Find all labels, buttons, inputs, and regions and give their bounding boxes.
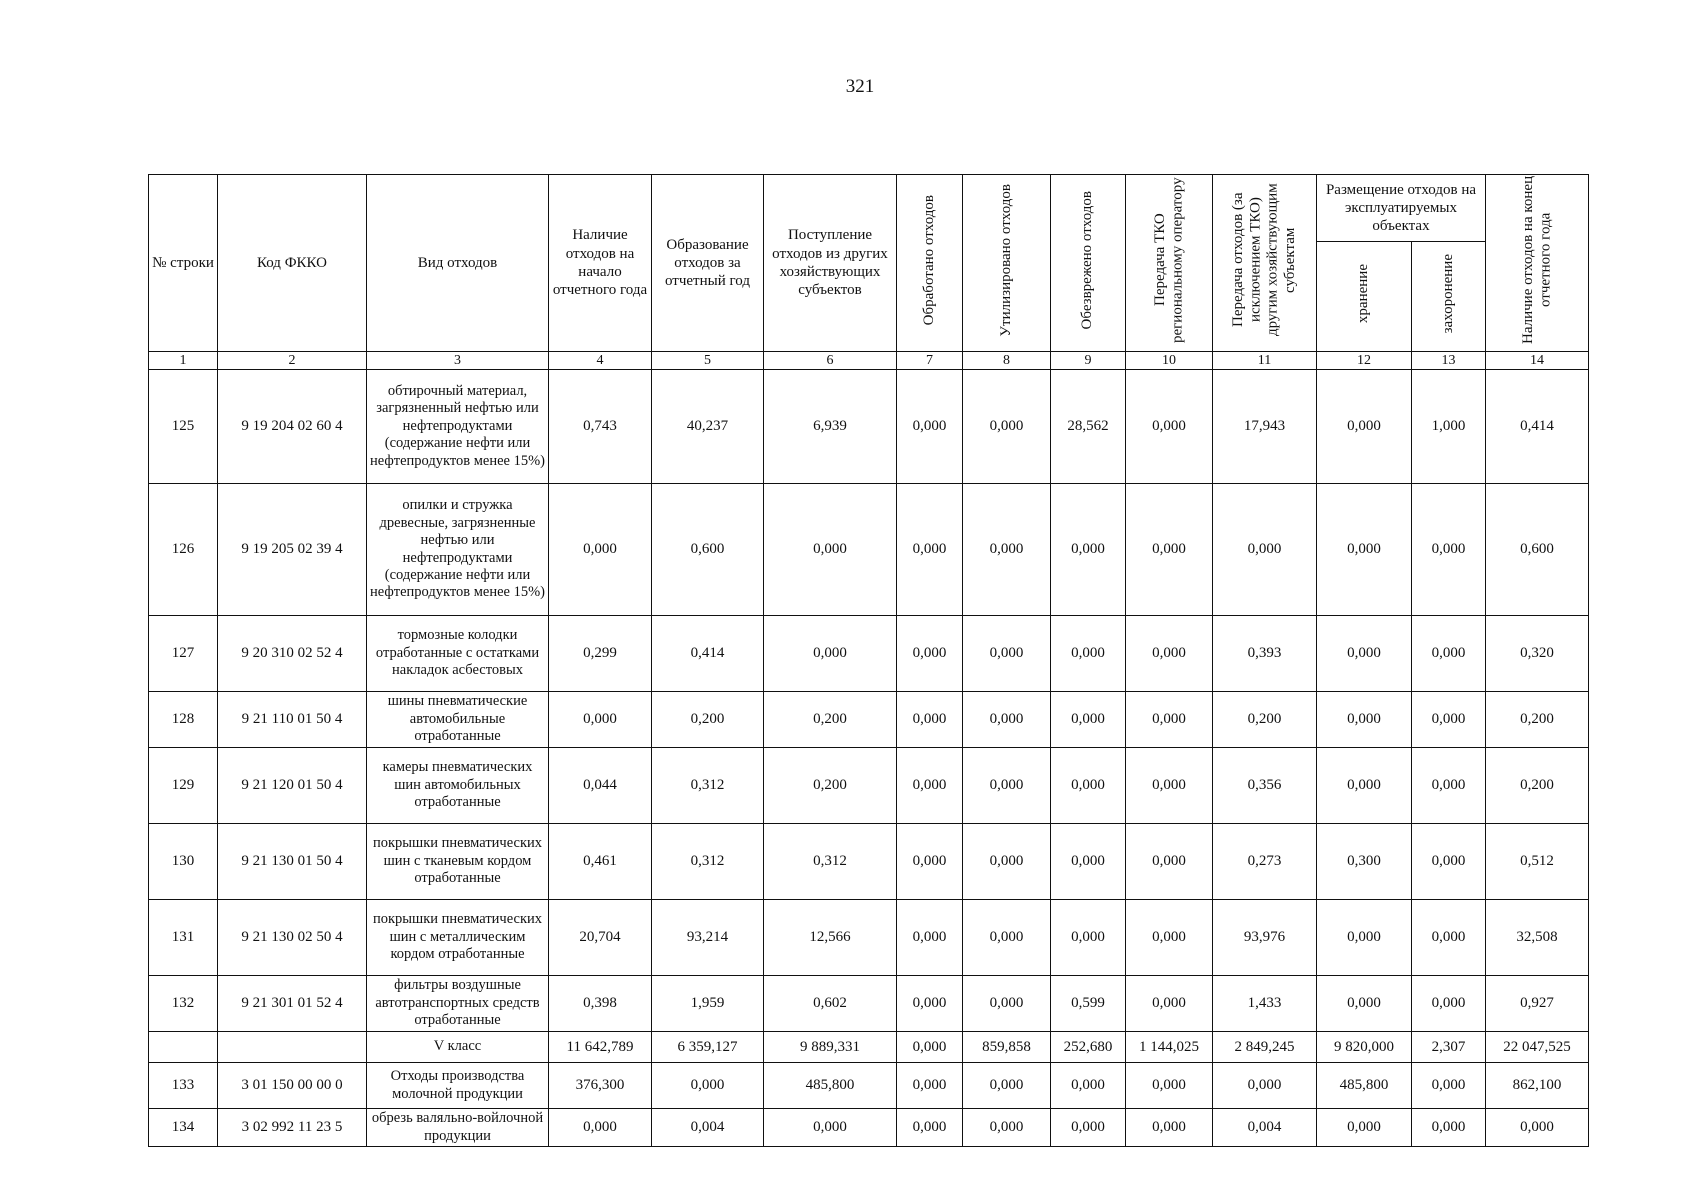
cell-fkko-code: 3 02 992 11 23 5 — [218, 1109, 367, 1147]
cell-generated: 0,414 — [652, 616, 764, 692]
cell-transfer-other: 17,943 — [1213, 370, 1317, 484]
cell-transfer-tko: 0,000 — [1126, 370, 1213, 484]
cell-row-no — [149, 1032, 218, 1063]
cell-end-balance: 0,927 — [1486, 976, 1589, 1032]
column-number: 8 — [963, 352, 1051, 370]
cell-transfer-other: 0,356 — [1213, 748, 1317, 824]
cell-processed: 0,000 — [897, 900, 963, 976]
cell-burial: 0,000 — [1412, 616, 1486, 692]
cell-utilized: 0,000 — [963, 616, 1051, 692]
cell-burial: 0,000 — [1412, 976, 1486, 1032]
waste-balance-table — [148, 174, 1589, 1147]
cell-storage: 485,800 — [1317, 1063, 1412, 1109]
cell-storage: 0,000 — [1317, 484, 1412, 616]
cell-start-balance: 376,300 — [549, 1063, 652, 1109]
cell-neutralized: 0,000 — [1051, 484, 1126, 616]
table-row — [149, 900, 1589, 976]
cell-generated: 0,312 — [652, 748, 764, 824]
table-row — [149, 824, 1589, 900]
cell-transfer-other: 0,200 — [1213, 692, 1317, 748]
cell-start-balance: 0,000 — [549, 692, 652, 748]
cell-storage: 0,000 — [1317, 976, 1412, 1032]
cell-transfer-tko: 0,000 — [1126, 1109, 1213, 1147]
header-fkko-code: Код ФККО — [218, 175, 367, 352]
cell-utilized: 0,000 — [963, 748, 1051, 824]
cell-transfer-tko: 1 144,025 — [1126, 1032, 1213, 1063]
cell-received: 485,800 — [764, 1063, 897, 1109]
cell-processed: 0,000 — [897, 616, 963, 692]
cell-neutralized: 0,000 — [1051, 900, 1126, 976]
column-number: 11 — [1213, 352, 1317, 370]
cell-generated: 1,959 — [652, 976, 764, 1032]
cell-utilized: 0,000 — [963, 692, 1051, 748]
cell-start-balance: 0,461 — [549, 824, 652, 900]
cell-received: 0,200 — [764, 692, 897, 748]
column-number: 6 — [764, 352, 897, 370]
cell-processed: 0,000 — [897, 370, 963, 484]
cell-burial: 0,000 — [1412, 1063, 1486, 1109]
cell-storage: 9 820,000 — [1317, 1032, 1412, 1063]
column-number: 2 — [218, 352, 367, 370]
cell-burial: 2,307 — [1412, 1032, 1486, 1063]
cell-generated: 93,214 — [652, 900, 764, 976]
cell-neutralized: 0,000 — [1051, 748, 1126, 824]
cell-end-balance: 0,320 — [1486, 616, 1589, 692]
cell-row-no: 131 — [149, 900, 218, 976]
cell-end-balance: 0,414 — [1486, 370, 1589, 484]
table-row — [149, 748, 1589, 824]
cell-neutralized: 0,000 — [1051, 1109, 1126, 1147]
cell-burial: 1,000 — [1412, 370, 1486, 484]
cell-start-balance: 0,743 — [549, 370, 652, 484]
table-row — [149, 692, 1589, 748]
cell-transfer-other: 1,433 — [1213, 976, 1317, 1032]
table-row — [149, 1032, 1589, 1063]
column-number: 14 — [1486, 352, 1589, 370]
header-generated: Образование отходов за отчетный год — [652, 175, 764, 352]
cell-waste-type: Отходы производства молочной продукции — [367, 1063, 549, 1109]
table-row — [149, 484, 1589, 616]
cell-received: 6,939 — [764, 370, 897, 484]
header-transfer-other: Передача отходов (за исключением ТКО) другим хозяйствующим субъектам — [1213, 175, 1317, 352]
cell-utilized: 0,000 — [963, 976, 1051, 1032]
cell-row-no: 130 — [149, 824, 218, 900]
cell-waste-type: V класс — [367, 1032, 549, 1063]
cell-neutralized: 252,680 — [1051, 1032, 1126, 1063]
cell-neutralized: 0,000 — [1051, 616, 1126, 692]
column-number: 10 — [1126, 352, 1213, 370]
cell-burial: 0,000 — [1412, 748, 1486, 824]
cell-generated: 40,237 — [652, 370, 764, 484]
cell-end-balance: 0,000 — [1486, 1109, 1589, 1147]
table-row — [149, 1063, 1589, 1109]
cell-storage: 0,000 — [1317, 370, 1412, 484]
cell-generated: 0,000 — [652, 1063, 764, 1109]
cell-neutralized: 28,562 — [1051, 370, 1126, 484]
cell-end-balance: 862,100 — [1486, 1063, 1589, 1109]
cell-transfer-tko: 0,000 — [1126, 900, 1213, 976]
header-received: Поступление отходов из других хозяйствующих субъектов — [764, 175, 897, 352]
column-number: 7 — [897, 352, 963, 370]
cell-start-balance: 0,000 — [549, 484, 652, 616]
header-start-balance: Наличие отходов на начало отчетного года — [549, 175, 652, 352]
cell-received: 0,000 — [764, 1109, 897, 1147]
cell-transfer-other: 0,393 — [1213, 616, 1317, 692]
header-storage: хранение — [1317, 242, 1412, 352]
cell-transfer-other: 0,004 — [1213, 1109, 1317, 1147]
header-transfer-tko: Передача ТКО региональному оператору — [1126, 175, 1213, 352]
cell-generated: 6 359,127 — [652, 1032, 764, 1063]
cell-neutralized: 0,000 — [1051, 1063, 1126, 1109]
cell-row-no: 134 — [149, 1109, 218, 1147]
column-number: 13 — [1412, 352, 1486, 370]
cell-transfer-tko: 0,000 — [1126, 484, 1213, 616]
header-processed: Обработано отходов — [897, 175, 963, 352]
column-number-row — [149, 352, 1589, 370]
cell-processed: 0,000 — [897, 824, 963, 900]
cell-waste-type: покрышки пневматических шин с металлическим кордом отработанные — [367, 900, 549, 976]
cell-start-balance: 0,044 — [549, 748, 652, 824]
cell-storage: 0,000 — [1317, 900, 1412, 976]
cell-burial: 0,000 — [1412, 692, 1486, 748]
table-row — [149, 1109, 1589, 1147]
cell-row-no: 126 — [149, 484, 218, 616]
cell-transfer-tko: 0,000 — [1126, 824, 1213, 900]
cell-fkko-code: 9 21 130 02 50 4 — [218, 900, 367, 976]
header-row — [149, 175, 1589, 242]
cell-waste-type: камеры пневматических шин автомобильных отработанные — [367, 748, 549, 824]
cell-transfer-tko: 0,000 — [1126, 976, 1213, 1032]
cell-waste-type: обтирочный материал, загрязненный нефтью или нефтепродуктами (содержание нефти или нефтепродуктов менее 15%) — [367, 370, 549, 484]
cell-generated: 0,312 — [652, 824, 764, 900]
cell-storage: 0,000 — [1317, 616, 1412, 692]
column-number: 9 — [1051, 352, 1126, 370]
cell-fkko-code: 3 01 150 00 00 0 — [218, 1063, 367, 1109]
cell-waste-type: тормозные колодки отработанные с остатками накладок асбестовых — [367, 616, 549, 692]
cell-neutralized: 0,599 — [1051, 976, 1126, 1032]
cell-transfer-tko: 0,000 — [1126, 692, 1213, 748]
header-burial: захоронение — [1412, 242, 1486, 352]
cell-waste-type: опилки и стружка древесные, загрязненные нефтью или нефтепродуктами (содержание нефти или нефтепродуктов менее 15%) — [367, 484, 549, 616]
cell-waste-type: фильтры воздушные автотранспортных средств отработанные — [367, 976, 549, 1032]
cell-waste-type: обрезь валяльно-войлочной продукции — [367, 1109, 549, 1147]
header-utilized: Утилизировано отходов — [963, 175, 1051, 352]
cell-row-no: 132 — [149, 976, 218, 1032]
table-row — [149, 616, 1589, 692]
column-number: 12 — [1317, 352, 1412, 370]
cell-burial: 0,000 — [1412, 824, 1486, 900]
cell-utilized: 0,000 — [963, 900, 1051, 976]
cell-received: 0,200 — [764, 748, 897, 824]
cell-received: 12,566 — [764, 900, 897, 976]
column-number: 4 — [549, 352, 652, 370]
cell-received: 0,602 — [764, 976, 897, 1032]
page-number: 321 — [845, 76, 875, 97]
cell-processed: 0,000 — [897, 976, 963, 1032]
cell-transfer-other: 0,273 — [1213, 824, 1317, 900]
cell-neutralized: 0,000 — [1051, 692, 1126, 748]
cell-fkko-code: 9 21 110 01 50 4 — [218, 692, 367, 748]
cell-processed: 0,000 — [897, 1032, 963, 1063]
cell-processed: 0,000 — [897, 692, 963, 748]
cell-row-no: 133 — [149, 1063, 218, 1109]
cell-processed: 0,000 — [897, 1063, 963, 1109]
table-row — [149, 370, 1589, 484]
cell-burial: 0,000 — [1412, 900, 1486, 976]
cell-transfer-other: 93,976 — [1213, 900, 1317, 976]
cell-row-no: 125 — [149, 370, 218, 484]
cell-generated: 0,004 — [652, 1109, 764, 1147]
cell-transfer-tko: 0,000 — [1126, 616, 1213, 692]
cell-fkko-code: 9 19 205 02 39 4 — [218, 484, 367, 616]
cell-processed: 0,000 — [897, 1109, 963, 1147]
cell-generated: 0,600 — [652, 484, 764, 616]
cell-row-no: 129 — [149, 748, 218, 824]
header-waste-type: Вид отходов — [367, 175, 549, 352]
cell-start-balance: 0,000 — [549, 1109, 652, 1147]
cell-storage: 0,300 — [1317, 824, 1412, 900]
column-number: 3 — [367, 352, 549, 370]
cell-generated: 0,200 — [652, 692, 764, 748]
cell-transfer-other: 0,000 — [1213, 484, 1317, 616]
cell-utilized: 0,000 — [963, 1063, 1051, 1109]
cell-storage: 0,000 — [1317, 692, 1412, 748]
cell-fkko-code: 9 19 204 02 60 4 — [218, 370, 367, 484]
header-placement: Размещение отходов на эксплуатируемых объектах — [1317, 175, 1486, 242]
cell-start-balance: 0,398 — [549, 976, 652, 1032]
cell-end-balance: 32,508 — [1486, 900, 1589, 976]
cell-utilized: 0,000 — [963, 1109, 1051, 1147]
cell-waste-type: покрышки пневматических шин с тканевым кордом отработанные — [367, 824, 549, 900]
cell-waste-type: шины пневматические автомобильные отработанные — [367, 692, 549, 748]
cell-storage: 0,000 — [1317, 748, 1412, 824]
cell-fkko-code: 9 21 120 01 50 4 — [218, 748, 367, 824]
column-number: 1 — [149, 352, 218, 370]
header-row-no: № строки — [149, 175, 218, 352]
header-neutralized: Обезврежено отходов — [1051, 175, 1126, 352]
cell-received: 0,312 — [764, 824, 897, 900]
cell-neutralized: 0,000 — [1051, 824, 1126, 900]
cell-transfer-tko: 0,000 — [1126, 1063, 1213, 1109]
cell-fkko-code — [218, 1032, 367, 1063]
column-number: 5 — [652, 352, 764, 370]
cell-fkko-code: 9 21 301 01 52 4 — [218, 976, 367, 1032]
cell-utilized: 0,000 — [963, 484, 1051, 616]
cell-utilized: 859,858 — [963, 1032, 1051, 1063]
cell-end-balance: 0,200 — [1486, 692, 1589, 748]
cell-utilized: 0,000 — [963, 370, 1051, 484]
cell-end-balance: 0,600 — [1486, 484, 1589, 616]
cell-row-no: 127 — [149, 616, 218, 692]
cell-received: 0,000 — [764, 484, 897, 616]
cell-start-balance: 11 642,789 — [549, 1032, 652, 1063]
cell-start-balance: 20,704 — [549, 900, 652, 976]
table-body — [149, 370, 1589, 1147]
cell-processed: 0,000 — [897, 748, 963, 824]
cell-transfer-tko: 0,000 — [1126, 748, 1213, 824]
cell-fkko-code: 9 21 130 01 50 4 — [218, 824, 367, 900]
cell-received: 0,000 — [764, 616, 897, 692]
cell-row-no: 128 — [149, 692, 218, 748]
header-end-balance: Наличие отходов на конец отчетного года — [1486, 175, 1589, 352]
cell-start-balance: 0,299 — [549, 616, 652, 692]
cell-storage: 0,000 — [1317, 1109, 1412, 1147]
cell-end-balance: 0,200 — [1486, 748, 1589, 824]
table-row — [149, 976, 1589, 1032]
cell-end-balance: 0,512 — [1486, 824, 1589, 900]
cell-processed: 0,000 — [897, 484, 963, 616]
cell-burial: 0,000 — [1412, 1109, 1486, 1147]
cell-burial: 0,000 — [1412, 484, 1486, 616]
cell-transfer-other: 0,000 — [1213, 1063, 1317, 1109]
cell-transfer-other: 2 849,245 — [1213, 1032, 1317, 1063]
cell-utilized: 0,000 — [963, 824, 1051, 900]
cell-received: 9 889,331 — [764, 1032, 897, 1063]
cell-end-balance: 22 047,525 — [1486, 1032, 1589, 1063]
cell-fkko-code: 9 20 310 02 52 4 — [218, 616, 367, 692]
